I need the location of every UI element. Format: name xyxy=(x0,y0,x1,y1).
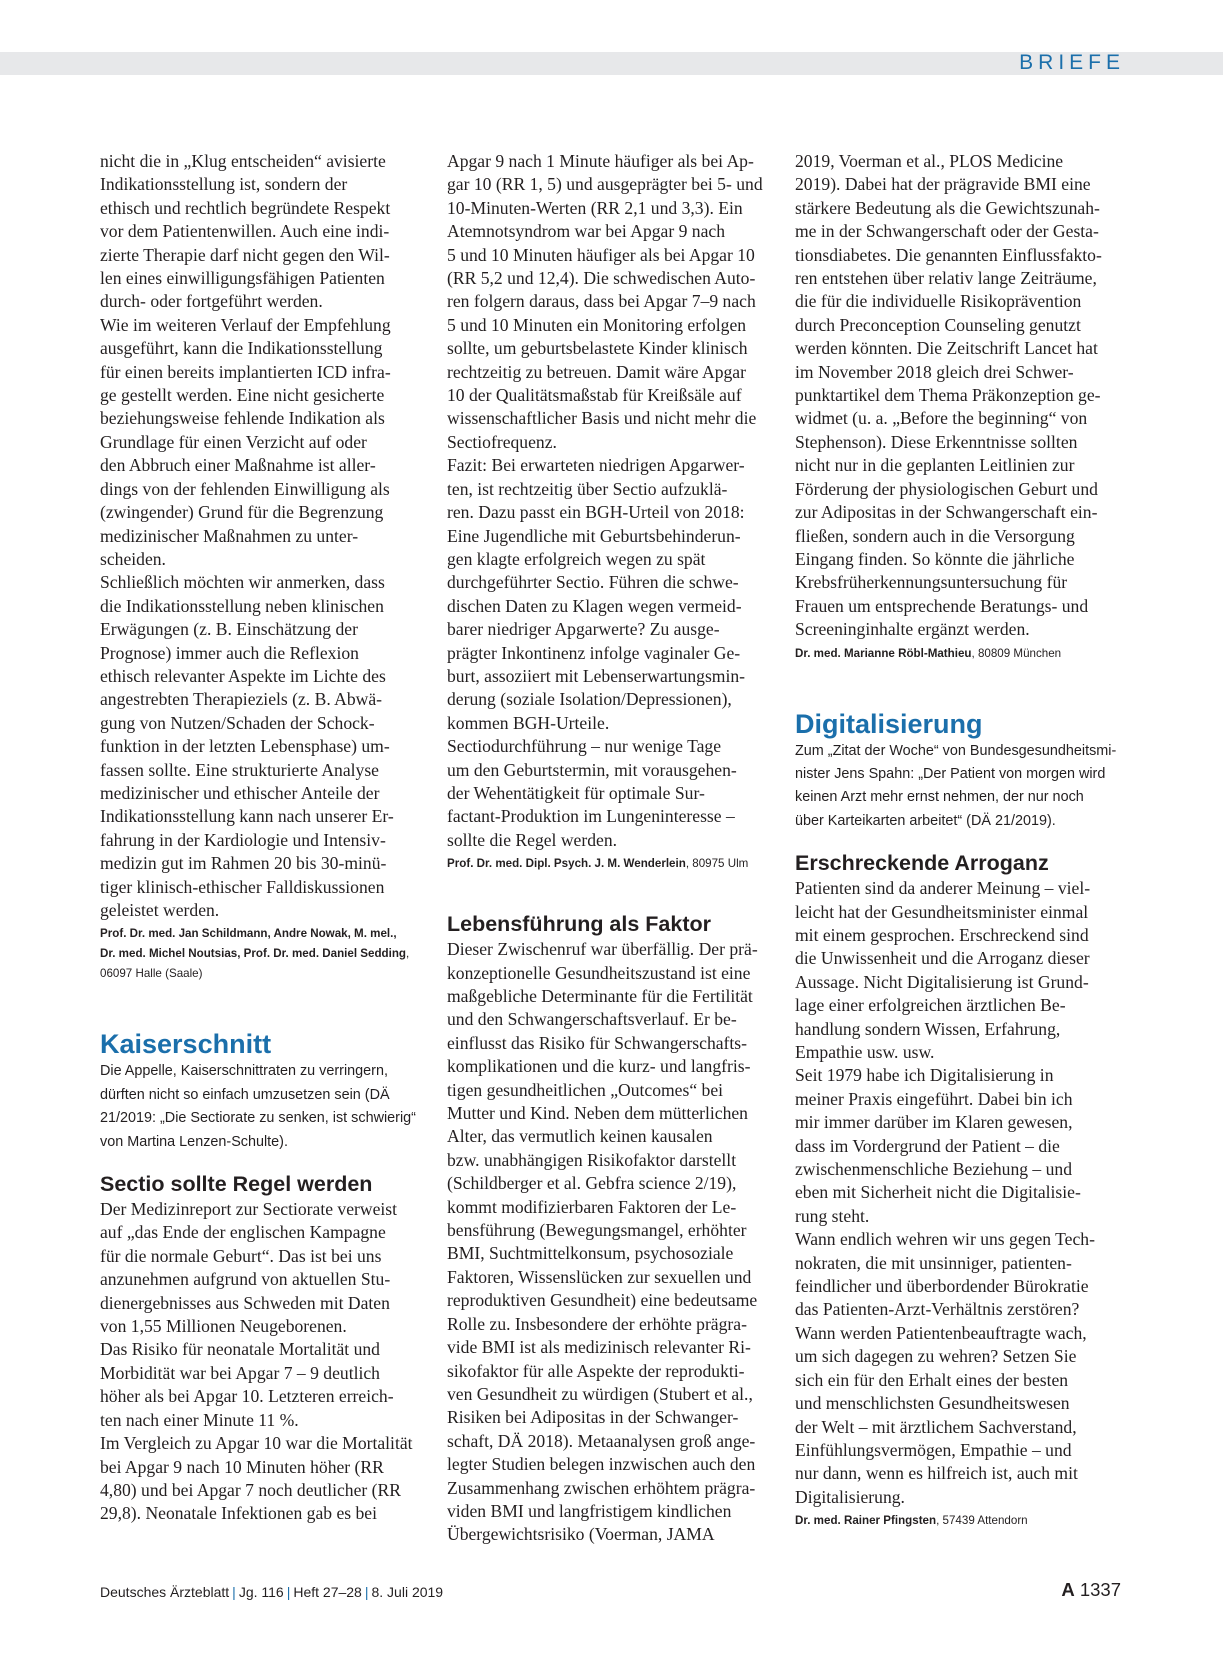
text-line: Im Vergleich zu Apgar 10 war die Mortalität xyxy=(100,1433,413,1454)
text-line: derung (soziale Isolation/Depressionen), xyxy=(447,689,732,710)
text-line: zur Adipositas in der Schwangerschaft ein- xyxy=(795,502,1098,523)
text-line: lage einer erfolgreichen ärztlichen Be- xyxy=(795,995,1066,1016)
footer-separator: | xyxy=(286,1584,291,1600)
text-line: medizinischer Maßnahmen zu unter- xyxy=(100,525,359,546)
text-line: vor dem Patientenwillen. Auch eine indi- xyxy=(100,221,390,242)
text-line: ge gestellt werden. Eine nicht gesicherte xyxy=(100,385,385,406)
text-line: ausgeführt, kann die Indikationsstellung xyxy=(100,338,383,359)
column-left xyxy=(100,150,430,1526)
letter-body xyxy=(795,150,1125,642)
text-line: Die Appelle, Kaiserschnittraten zu verringern, xyxy=(100,1063,388,1080)
text-line: die für die individuelle Risikoprävention xyxy=(795,291,1082,312)
journal-name: Deutsches Ärzteblatt xyxy=(100,1584,230,1600)
signature-location: , 57439 Attendorn xyxy=(936,1514,1028,1528)
signature-authors: Prof. Dr. med. Jan Schildmann, Andre Nowak, M. mel., xyxy=(100,927,397,941)
text-line: 5 und 10 Minuten häufiger als bei Apgar 10 xyxy=(447,244,755,265)
text-line: rechtzeitig zu betreuen. Damit wäre Apgar xyxy=(447,361,746,382)
signature-location: 06097 Halle (Saale) xyxy=(100,967,203,981)
text-line: meiner Praxis eingeführt. Dabei bin ich xyxy=(795,1088,1073,1109)
signature-separator: , xyxy=(406,947,410,961)
text-line: Empathie usw. usw. xyxy=(795,1042,935,1062)
text-line: nicht nur in die geplanten Leitlinien zur xyxy=(795,455,1075,476)
text-line: 29,8). Neonatale Infektionen gab es bei xyxy=(100,1503,377,1524)
text-line: Schließlich möchten wir anmerken, dass xyxy=(100,572,385,593)
text-line: bzw. unabhängigen Risikofaktor darstellt xyxy=(447,1149,737,1170)
letter-body xyxy=(795,877,1125,1509)
text-line: widmet (u. a. „Before the beginning“ von xyxy=(795,408,1088,429)
text-line: Erwägungen (z. B. Einschätzung der xyxy=(100,619,358,640)
text-line: factant-Produktion im Lungeninteresse – xyxy=(447,806,735,827)
text-line: über Karteikarten arbeitet“ (DÄ 21/2019). xyxy=(795,812,1056,829)
text-line: der Welt – mit ärztlichem Sachverstand, xyxy=(795,1416,1077,1437)
text-line: Frauen um entsprechende Beratungs- und xyxy=(795,595,1089,616)
text-line: maßgebliche Determinante für die Fertilität xyxy=(447,986,753,1006)
text-line: leicht hat der Gesundheitsminister einmal xyxy=(795,901,1089,922)
text-line: 10-Minuten-Werten (RR 2,1 und 3,3). Ein xyxy=(447,197,743,218)
signature-author: Dr. med. Marianne Röbl-Mathieu xyxy=(795,646,972,660)
text-line: dass im Vordergrund der Patient – die xyxy=(795,1135,1060,1156)
letter-signature xyxy=(100,924,430,984)
text-line: viden BMI und langfristigem kindlichen xyxy=(447,1500,732,1521)
text-line: funktion in der letzten Lebensphase) um- xyxy=(100,736,390,757)
page-footer xyxy=(100,1582,443,1602)
text-line: im November 2018 gleich drei Schwer- xyxy=(795,361,1074,382)
signature-authors: Dr. med. Michel Noutsias, Prof. Dr. med. Daniel Sedding xyxy=(100,947,407,961)
text-line: sikofaktor für alle Aspekte der reprodukti- xyxy=(447,1360,745,1381)
topic-heading: Digitalisierung xyxy=(795,708,983,739)
text-line: von 1,55 Millionen Neugeborenen. xyxy=(100,1316,347,1337)
text-line: Einfühlungsvermögen, Empathie – und xyxy=(795,1439,1072,1460)
text-line: fließen, sondern auch in die Versorgung xyxy=(795,525,1075,546)
text-line: auf „das Ende der englischen Kampagne xyxy=(100,1222,386,1243)
text-line: die Unwissenheit und die Arroganz dieser xyxy=(795,948,1090,969)
text-line: ven Gesundheit zu würdigen (Stubert et al., xyxy=(447,1383,753,1404)
text-line: Rolle zu. Insbesondere der erhöhte prägra- xyxy=(447,1313,747,1334)
letter-headline: Sectio sollte Regel werden xyxy=(100,1172,373,1197)
text-line: sich ein für den Erhalt eines der besten xyxy=(795,1369,1069,1390)
text-line: BMI, Suchtmittelkonsum, psychosoziale xyxy=(447,1243,734,1264)
text-line: Digitalisierung. xyxy=(795,1486,905,1507)
text-line: durch- oder fortgeführt werden. xyxy=(100,291,323,312)
text-line: kommt modifizierbaren Faktoren der Le- xyxy=(447,1196,737,1217)
footer-separator: | xyxy=(232,1584,236,1600)
text-line: 5 und 10 Minuten ein Monitoring erfolgen xyxy=(447,314,747,335)
text-line: fassen sollte. Eine strukturierte Analyse xyxy=(100,759,379,780)
text-line: 2019). Dabei hat der prägravide BMI eine xyxy=(795,174,1091,195)
text-line: tigen gesundheitlichen „Outcomes“ bei xyxy=(447,1079,724,1100)
column-right xyxy=(795,150,1125,1531)
text-line: bensführung (Bewegungsmangel, erhöhter xyxy=(447,1220,747,1241)
text-line: die Indikationsstellung neben klinischen xyxy=(100,595,384,616)
column-middle xyxy=(447,150,777,1547)
text-line: komplikationen und die kurz- und langfris- xyxy=(447,1056,751,1077)
signature-author: Dr. med. Rainer Pfingsten xyxy=(795,1514,937,1528)
text-line: kommen BGH-Urteile. xyxy=(447,712,610,733)
text-line: 21/2019: „Die Sectiorate zu senken, ist schwierig“ xyxy=(100,1110,416,1127)
text-line: durch Preconception Counseling genutzt xyxy=(795,314,1081,335)
text-line: gar 10 (RR 1, 5) und ausgeprägter bei 5- und xyxy=(447,174,763,195)
text-line: Grundlage für einen Verzicht auf oder xyxy=(100,431,367,452)
signature-author: Prof. Dr. med. Dipl. Psych. J. M. Wenderlein xyxy=(447,857,686,871)
text-line: Indikationsstellung kann nach unserer Er- xyxy=(100,806,394,827)
text-line: schaft, DÄ 2018). Metaanalysen groß ange- xyxy=(447,1430,756,1451)
letter-signature xyxy=(795,1511,1125,1531)
text-line: scheiden. xyxy=(100,548,166,569)
text-line: Aussage. Nicht Digitalisierung ist Grund- xyxy=(795,971,1089,992)
text-line: für die normale Geburt“. Das ist bei uns xyxy=(100,1245,382,1266)
text-line: um den Geburtstermin, mit vorausgehen- xyxy=(447,759,737,780)
text-line: 4,80) und bei Apgar 7 noch deutlicher (RR xyxy=(100,1479,401,1500)
letter-body xyxy=(447,938,777,1547)
text-line: 10 der Qualitätsmaßstab für Kreißsäle auf xyxy=(447,385,742,406)
text-line: bei Apgar 9 nach 10 Minuten höher (RR xyxy=(100,1456,384,1477)
text-line: Screeninginhalte ergänzt werden. xyxy=(795,619,1030,640)
page-number-value: 1337 xyxy=(1079,1579,1121,1600)
text-line: Atemnotsyndrom war bei Apgar 9 nach xyxy=(447,221,726,242)
text-line: reproduktiven Gesundheit) eine bedeutsame xyxy=(447,1290,758,1311)
text-line: medizinischer und ethischer Anteile der xyxy=(100,782,380,803)
text-line: beziehungsweise fehlende Indikation als xyxy=(100,408,385,429)
text-line: punktartikel dem Thema Präkonzeption ge- xyxy=(795,385,1101,406)
text-line: stärkere Bedeutung als die Gewichtszunah- xyxy=(795,197,1100,218)
text-line: burt, assoziiert mit Lebenserwartungsmin- xyxy=(447,665,746,686)
text-line: ren folgern daraus, dass bei Apgar 7–9 nach xyxy=(447,291,756,312)
text-line: feindlicher und überbordender Bürokratie xyxy=(795,1276,1089,1297)
text-line: ren entstehen über relativ lange Zeiträume, xyxy=(795,268,1097,289)
letter-headline: Lebensführung als Faktor xyxy=(447,912,712,937)
letter-body xyxy=(447,150,777,852)
letter-headline: Erschreckende Arroganz xyxy=(795,851,1049,876)
text-line: ethisch relevanter Aspekte im Lichte des xyxy=(100,665,386,686)
edition-letter: A xyxy=(1061,1579,1075,1600)
text-line: Zusammenhang zwischen erhöhtem prägra- xyxy=(447,1477,756,1498)
text-line: Sectiodurchführung – nur wenige Tage xyxy=(447,736,721,757)
letter-signature xyxy=(447,854,777,874)
text-line: einflusst das Risiko für Schwangerschafts- xyxy=(447,1032,748,1053)
text-line: Prognose) immer auch die Reflexion xyxy=(100,642,359,663)
text-line: nur dann, wenn es hilfreich ist, auch mit xyxy=(795,1463,1078,1484)
topic-intro xyxy=(100,1060,430,1154)
section-label: BRIEFE xyxy=(1019,51,1125,74)
text-line: höher als bei Apgar 10. Letzteren erreich- xyxy=(100,1386,394,1407)
text-line: vide BMI ist als medizinisch relevanter Ri- xyxy=(447,1337,751,1358)
text-line: Indikationsstellung ist, sondern der xyxy=(100,174,348,195)
text-line: Alter, das vermutlich keinen kausalen xyxy=(447,1126,713,1147)
text-line: Übergewichtsrisiko (Voerman, JAMA xyxy=(447,1524,715,1545)
signature-location: , 80975 Ulm xyxy=(685,857,749,871)
text-line: Apgar 9 nach 1 Minute häufiger als bei Ap- xyxy=(447,151,754,171)
text-line: Seit 1979 habe ich Digitalisierung in xyxy=(795,1065,1054,1086)
text-line: konzeptionelle Gesundheitszustand ist eine xyxy=(447,962,751,983)
text-line: Dieser Zwischenruf war überfällig. Der prä- xyxy=(447,939,758,960)
text-line: Eingang finden. So könnte die jährliche xyxy=(795,548,1075,569)
text-line: Risiken bei Adipositas in der Schwanger- xyxy=(447,1407,739,1428)
letter-body xyxy=(100,1198,430,1526)
text-line: Fazit: Bei erwarteten niedrigen Apgarwer- xyxy=(447,455,745,476)
text-line: Wie im weiteren Verlauf der Empfehlung xyxy=(100,314,391,335)
text-line: Das Risiko für neonatale Mortalität und xyxy=(100,1339,380,1360)
text-line: wissenschaftlicher Basis und nicht mehr die xyxy=(447,408,757,429)
topic-intro xyxy=(795,740,1125,834)
journal-volume: Jg. 116 xyxy=(238,1584,284,1600)
text-line: von Martina Lenzen-Schulte). xyxy=(100,1133,288,1150)
text-line: Eine Jugendliche mit Geburtsbehinderun- xyxy=(447,525,741,546)
text-line: eben mit Sicherheit nicht die Digitalisie- xyxy=(795,1182,1081,1203)
text-line: das Patienten-Arzt-Verhältnis zerstören? xyxy=(795,1299,1080,1320)
text-line: für einen bereits implantierten ICD infra- xyxy=(100,361,391,382)
text-line: Wann endlich wehren wir uns gegen Tech- xyxy=(795,1229,1095,1250)
text-line: sollte die Regel werden. xyxy=(447,829,618,850)
topic-heading: Kaiserschnitt xyxy=(100,1029,272,1060)
text-line: Faktoren, Wissenslücken zur sexuellen und xyxy=(447,1266,752,1287)
text-line: zierte Therapie darf nicht gegen den Wil- xyxy=(100,244,390,265)
text-line: dischen Daten zu Klagen wegen vermeid- xyxy=(447,595,742,616)
text-line: und den Schwangerschaftsverlauf. Er be- xyxy=(447,1009,737,1030)
text-line: dürften nicht so einfach umzusetzen sein (DÄ xyxy=(100,1086,390,1103)
text-line: legter Studien belegen inzwischen auch den xyxy=(447,1454,756,1475)
text-line: den Abbruch einer Maßnahme ist aller- xyxy=(100,455,376,476)
text-line: ethisch und rechtlich begründete Respekt xyxy=(100,197,391,218)
text-line: gen klagte erfolgreich wegen zu spät xyxy=(447,548,706,569)
text-line: tionsdiabetes. Die genannten Einflussfakto- xyxy=(795,244,1102,265)
text-line: und menschlichsten Gesundheitswesen xyxy=(795,1393,1070,1414)
text-line: 2019, Voerman et al., PLOS Medicine xyxy=(795,151,1064,171)
text-line: nicht die in „Klug entscheiden“ avisierte xyxy=(100,151,386,171)
text-line: (RR 5,2 und 12,4). Die schwedischen Auto- xyxy=(447,268,756,289)
text-line: me in der Schwangerschaft oder der Gesta- xyxy=(795,221,1099,242)
letter-signature xyxy=(795,644,1125,664)
text-line: barer niedriger Apgarwerte? Zu ausge- xyxy=(447,619,720,640)
text-line: medizin gut im Rahmen 20 bis 30-minü- xyxy=(100,853,387,874)
text-line: (zwingender) Grund für die Begrenzung xyxy=(100,502,384,523)
text-line: dings von der fehlenden Einwilligung als xyxy=(100,478,390,499)
text-line: Der Medizinreport zur Sectiorate verweist xyxy=(100,1199,398,1220)
text-line: tiger klinisch-ethischer Falldiskussionen xyxy=(100,876,385,897)
text-line: zwischenmenschliche Beziehung – und xyxy=(795,1159,1073,1180)
text-line: der Wehentätigkeit für optimale Sur- xyxy=(447,782,705,803)
text-line: Wann werden Patientenbeauftragte wach, xyxy=(795,1322,1087,1343)
text-line: um sich dagegen zu wehren? Setzen Sie xyxy=(795,1346,1077,1367)
text-line: handlung sondern Wissen, Erfahrung, xyxy=(795,1018,1061,1039)
journal-issue: Heft 27–28 xyxy=(293,1584,362,1600)
text-line: nokraten, die mit unsinniger, patienten- xyxy=(795,1252,1072,1273)
text-line: nister Jens Spahn: „Der Patient von morgen wird xyxy=(795,765,1106,782)
text-line: prägter Inkontinenz infolge vaginaler Ge- xyxy=(447,642,741,663)
text-line: ten nach einer Minute 11 %. xyxy=(100,1409,299,1430)
text-line: mit einem gesprochen. Erschreckend sind xyxy=(795,924,1089,945)
text-line: ren. Dazu passt ein BGH-Urteil von 2018: xyxy=(447,502,745,523)
letter-body xyxy=(100,150,430,922)
text-line: len eines einwilligungsfähigen Patienten xyxy=(100,268,385,289)
text-line: (Schildberger et al. Gebfra science 2/19), xyxy=(447,1173,737,1194)
text-line: dienergebnisses aus Schweden mit Daten xyxy=(100,1292,390,1313)
text-line: anzunehmen aufgrund von aktuellen Stu- xyxy=(100,1269,391,1290)
page-number xyxy=(1061,1578,1121,1602)
text-line: ten, ist rechtzeitig über Sectio aufzuklä- xyxy=(447,478,728,499)
text-line: fahrung in der Kardiologie und Intensiv- xyxy=(100,829,386,850)
signature-location: , 80809 München xyxy=(971,646,1062,660)
text-line: mir immer darüber im Klaren gewesen, xyxy=(795,1112,1073,1133)
text-line: durchgeführter Sectio. Führen die schwe- xyxy=(447,572,739,593)
text-line: angestrebten Therapieziels (z. B. Abwä- xyxy=(100,689,383,710)
text-line: Mutter und Kind. Neben dem mütterlichen xyxy=(447,1103,748,1124)
text-line: Förderung der physiologischen Geburt und xyxy=(795,478,1098,499)
text-line: Patienten sind da anderer Meinung – viel- xyxy=(795,878,1091,899)
text-line: rung steht. xyxy=(795,1205,870,1226)
footer-separator: | xyxy=(364,1584,369,1600)
text-line: Krebsfrüherkennungsuntersuchung für xyxy=(795,572,1068,593)
text-line: keinen Arzt mehr ernst nehmen, der nur noch xyxy=(795,789,1084,806)
text-line: werden könnten. Die Zeitschrift Lancet hat xyxy=(795,338,1098,359)
text-line: Stephenson). Diese Erkenntnisse sollten xyxy=(795,431,1078,452)
text-line: geleistet werden. xyxy=(100,900,220,920)
text-line: Morbidität war bei Apgar 7 – 9 deutlich xyxy=(100,1362,380,1383)
text-line: gung von Nutzen/Schaden der Schock- xyxy=(100,712,375,733)
issue-date: 8. Juli 2019 xyxy=(371,1584,444,1600)
text-line: Zum „Zitat der Woche“ von Bundesgesundheitsmi- xyxy=(795,742,1117,759)
text-line: sollte, um geburtsbelastete Kinder klinisch xyxy=(447,338,748,359)
text-line: Sectiofrequenz. xyxy=(447,431,557,452)
